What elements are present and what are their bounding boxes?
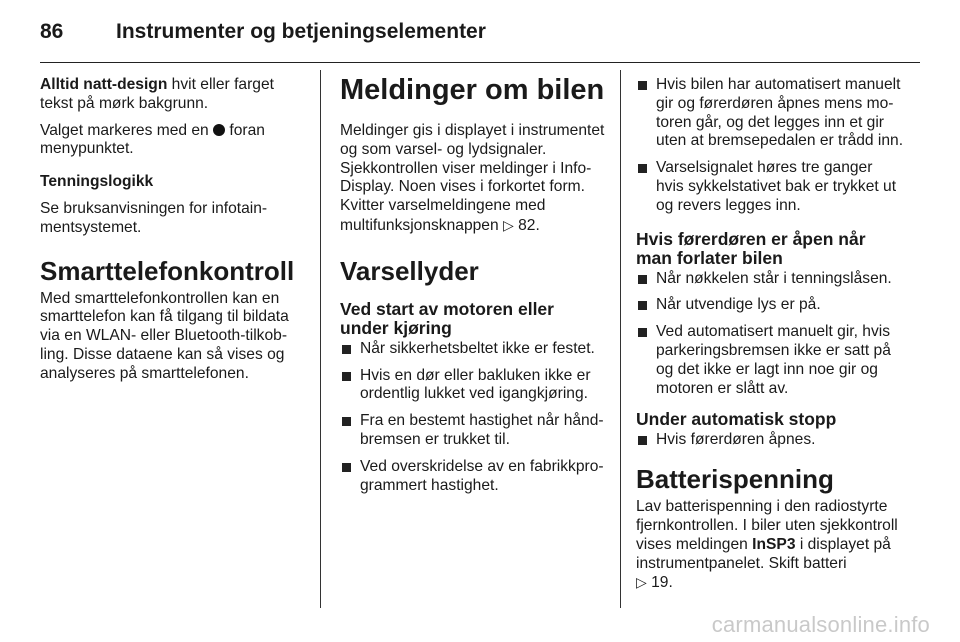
bullet-icon <box>638 301 647 310</box>
list-item: Når sikkerhetsbeltet ikke er festet. <box>340 340 606 359</box>
paragraph: Valget markeres med en foran menypunktet. <box>40 121 265 158</box>
term-bold: Alltid natt-design <box>40 76 168 93</box>
list-item: Ved overskridelse av en fabrikkprogrammert hastighet. <box>340 458 606 496</box>
bullet-icon <box>342 345 351 354</box>
bullet-icon <box>638 328 647 337</box>
list-item: Når utvendige lys er på. <box>636 296 904 315</box>
running-title: Instrumenter og betjeningselementer <box>116 20 486 43</box>
watermark: carmanualsonline.info <box>711 612 930 637</box>
subheading: Hvis førerdøren er åpen når man forlater bilen <box>636 228 866 268</box>
column-1 <box>40 76 306 392</box>
page-reference-icon: ▷ <box>636 574 647 591</box>
bullet-icon <box>342 463 351 472</box>
bullet-icon <box>638 81 647 90</box>
column-divider <box>320 70 321 608</box>
bullet-list <box>636 431 904 450</box>
filled-circle-icon <box>213 124 225 136</box>
header-rule <box>40 62 920 63</box>
bullet-list <box>340 340 606 496</box>
section-heading: Varsellyder <box>340 255 479 286</box>
list-item: Hvis førerdøren åpnes. <box>636 431 904 450</box>
bullet-list <box>636 76 904 216</box>
bullet-icon <box>342 417 351 426</box>
bullet-icon <box>638 275 647 284</box>
paragraph: Med smarttelefonkontrollen kan en smarttelefon kan få tilgang til bildata via en WLAN- eller Bluetooth-tilkobling. Disse dataene kan så vises og analyseres på smarttelefonen. <box>40 289 289 382</box>
list-item: Når nøkkelen står i tenningslåsen. <box>636 270 904 289</box>
section-heading: Batterispenning <box>636 464 834 495</box>
page-reference-icon: ▷ <box>502 216 514 233</box>
bullet-icon <box>638 436 647 445</box>
section-heading: Meldinger om bilen <box>340 74 605 106</box>
subheading: Under automatisk stopp <box>636 409 837 430</box>
page-number: 86 <box>40 20 64 43</box>
subheading: Tenningslogikk <box>40 173 154 191</box>
bullet-icon <box>638 164 647 173</box>
list-item: Varselsignalet høres tre ganger hvis sykkelstativet bak er trykket ut og revers legges inn. <box>636 159 904 215</box>
code-bold: InSP3 <box>752 535 796 553</box>
bullet-list <box>636 270 904 399</box>
list-item: Hvis en dør eller bakluken ikke er ordentlig lukket ved igangkjøring. <box>340 367 606 405</box>
column-3 <box>636 76 904 601</box>
column-divider <box>620 70 621 608</box>
column-2 <box>340 74 606 503</box>
list-item: Ved automatisert manuelt gir, hvis parkeringsbremsen ikke er satt på og det ikke er lagt inn noe gir og motoren er slått av. <box>636 323 904 398</box>
paragraph: Se bruksanvisningen for infotainmentsystemet. <box>40 199 268 236</box>
paragraph: Meldinger gis i displayet i instrumentet og som varsel- og lydsignaler. Sjekkontrollen viser meldinger i Info-Display. Noen vises i forkortet form. Kvitter varselmeldingene med multifunksjonsknappen ▷ 82. <box>340 122 605 234</box>
paragraph: Alltid natt-design hvit eller farget tekst på mørk bakgrunn. <box>40 76 274 112</box>
list-item: Hvis bilen har automatisert manuelt gir og førerdøren åpnes mens motoren går, og det legges inn et gir uten at bremsepedalen er trådd inn. <box>636 76 904 151</box>
page-header <box>40 14 920 54</box>
bullet-icon <box>342 372 351 381</box>
subheading: Ved start av motoren eller under kjøring <box>340 298 554 338</box>
paragraph: Lav batterispenning i den radiostyrte fjernkontrollen. I biler uten sjekkontroll vises meldingen InSP3 i displayet på instrumentpanelet. Skift batteri ▷ 19. <box>636 498 898 592</box>
section-heading: Smarttelefonkontroll <box>40 255 295 286</box>
list-item: Fra en bestemt hastighet når håndbremsen er trukket til. <box>340 412 606 450</box>
